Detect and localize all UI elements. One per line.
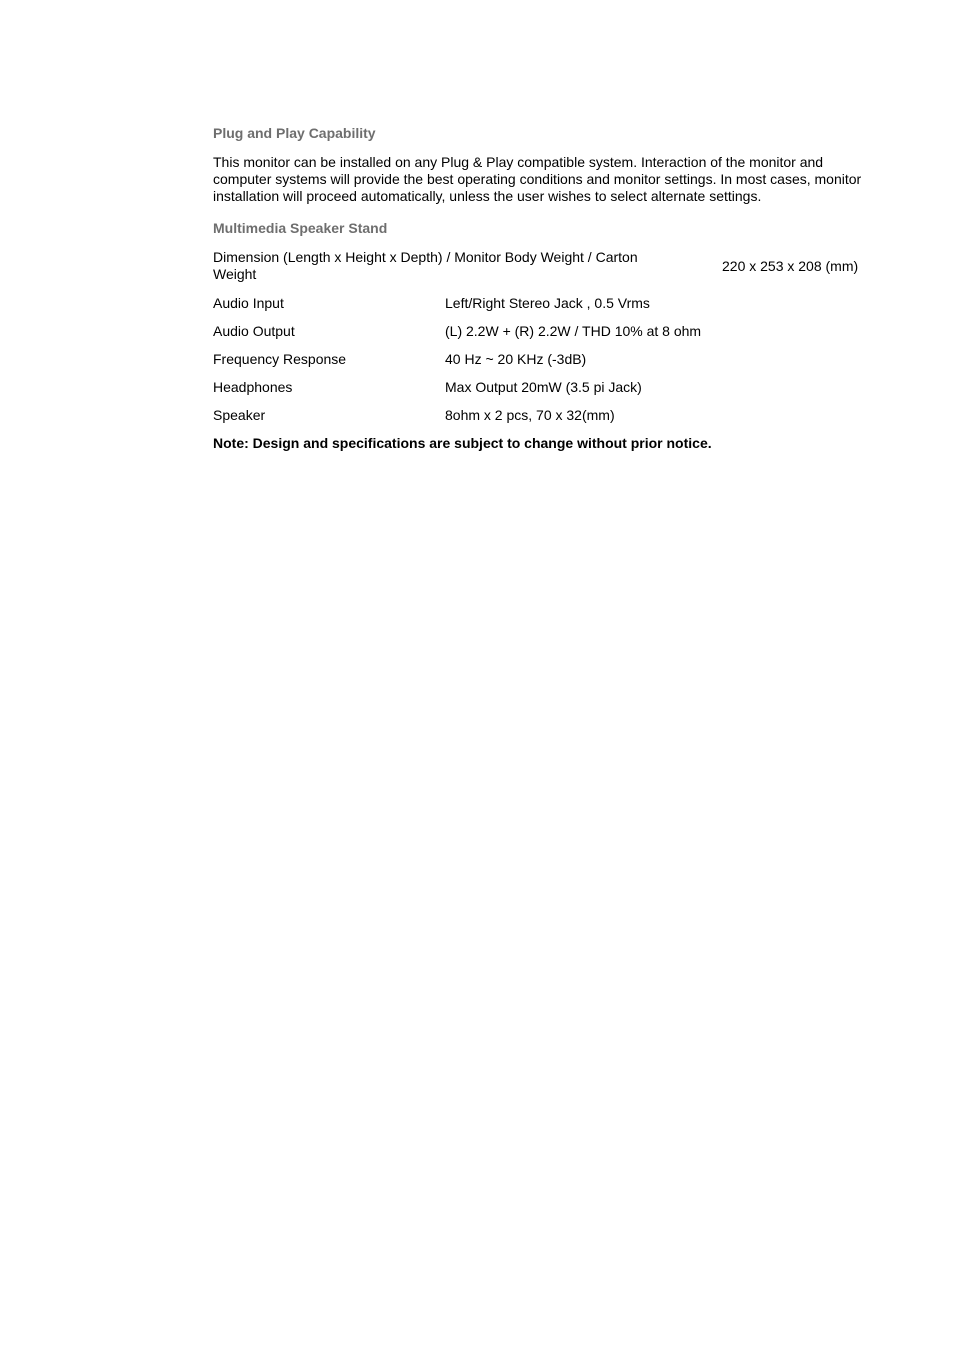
specification-change-note: Note: Design and specifications are subject to change without prior notice. xyxy=(213,435,712,451)
spec-label: Frequency Response xyxy=(213,351,347,367)
spec-row-speaker xyxy=(213,407,873,424)
spec-row-headphones xyxy=(213,379,873,396)
spec-label: Headphones xyxy=(213,379,293,395)
spec-value: 220 x 253 x 208 (mm) xyxy=(722,257,859,274)
spec-value: 8ohm x 2 pcs, 70 x 32(mm) xyxy=(445,407,615,423)
spec-row-dimension xyxy=(213,249,873,283)
spec-value: 40 Hz ~ 20 KHz (-3dB) xyxy=(445,351,587,367)
spec-label: Speaker xyxy=(213,407,266,423)
section-heading-multimedia-speaker-stand: Multimedia Speaker Stand xyxy=(213,220,388,236)
spec-value: Max Output 20mW (3.5 pi Jack) xyxy=(445,379,642,395)
section-heading-plug-and-play: Plug and Play Capability xyxy=(213,125,376,141)
spec-label: Dimension (Length x Height x Depth) / Monitor Body Weight / Carton Weight xyxy=(213,249,638,282)
spec-row-frequency-response xyxy=(213,351,873,368)
spec-page xyxy=(213,124,873,452)
spec-value: (L) 2.2W + (R) 2.2W / THD 10% at 8 ohm xyxy=(445,323,702,339)
spec-row-audio-input xyxy=(213,295,873,312)
spec-value: Left/Right Stereo Jack , 0.5 Vrms xyxy=(445,295,650,311)
spec-label: Audio Input xyxy=(213,295,284,311)
spec-label: Audio Output xyxy=(213,323,295,339)
plug-and-play-description: This monitor can be installed on any Plug & Play compatible system. Interaction of the monitor and computer systems will provide the best operating conditions and monitor settings. In most cases, monitor installation will proceed automatically, unless the user wishes to select alternate settings. xyxy=(213,154,862,204)
spec-row-audio-output xyxy=(213,323,873,340)
spec-table xyxy=(213,249,873,424)
